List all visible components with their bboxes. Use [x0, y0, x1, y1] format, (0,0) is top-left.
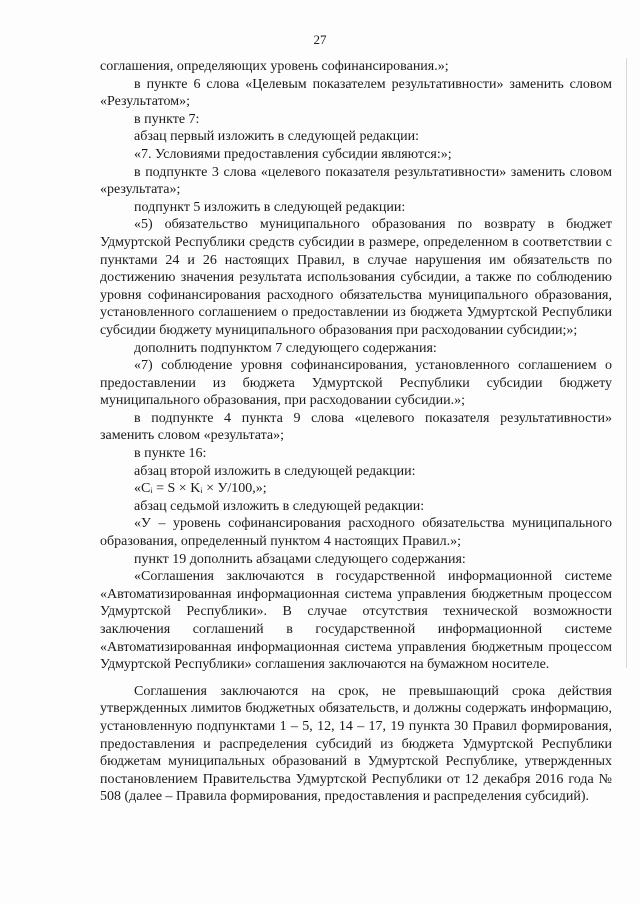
paragraph: в пункте 16: [134, 446, 207, 462]
formula: «Cᵢ = S × Kᵢ × У/100,»; [134, 481, 267, 497]
paragraph: абзац седьмой изложить в следующей редакции: [134, 498, 425, 514]
paragraph: «У – уровень софинансирования расходного обязательства муниципального образования, определенный пунктом 4 настоящих Правил.»; [100, 516, 612, 550]
paragraph: пункт 19 дополнить абзацами следующего содержания: [134, 551, 466, 567]
paragraph: «Соглашения заключаются в государственной информационной системе «Автоматизированная информационная система управления бюджетным процессом Удмуртской Республики». В случае отсутствия технической возможности заключения соглашений в государственной информационной системе «Автоматизированная информационная система управления бюджетным процессом Удмуртской Республики» соглашения заключаются на бумажном носителе. [100, 569, 612, 673]
paragraph: дополнить подпунктом 7 следующего содержания: [134, 340, 437, 356]
document-body [100, 58, 612, 806]
paragraph: абзац первый изложить в следующей редакции: [134, 129, 420, 145]
paragraph: в подпункте 4 пункта 9 слова «целевого показателя результативности» заменить словом «результата»; [100, 410, 612, 444]
paragraph: «7) соблюдение уровня софинансирования, установленного соглашением о предоставлении из бюджета Удмуртской Республики субсидии бюджету муниципального образования, при расходовании субсидии.»; [100, 358, 612, 409]
page-number: 27 [313, 32, 327, 47]
paragraph: в пункте 6 слова «Целевым показателем результативности» заменить словом «Результатом»; [100, 76, 612, 110]
paragraph: «7. Условиями предоставления субсидии являются:»; [134, 146, 452, 162]
paragraph: в пункте 7: [134, 111, 200, 127]
scan-edge-line [626, 58, 627, 668]
paragraph: соглашения, определяющих уровень софинансирования.»; [100, 59, 449, 74]
paragraph: «5) обязательство муниципального образования по возврату в бюджет Удмуртской Республики средств субсидии в размере, определенном в соответствии с пунктами 24 и 26 настоящих Правил, в случае нарушения им обязательств по достижению значения результата использования субсидии, а также по соблюдению уровня софинансирования расходного обязательства муниципального образования, установленного соглашением о предоставлении из бюджета Удмуртской Республики субсидии бюджету муниципального образования при расходовании субсидии;»; [100, 217, 612, 338]
paragraph: в подпункте 3 слова «целевого показателя результативности» заменить словом «результата»; [100, 164, 612, 198]
paragraph: абзац второй изложить в следующей редакции: [134, 463, 416, 479]
paragraph: Соглашения заключаются на срок, не превышающий срока действия утвержденных лимитов бюджетных обязательств, и должны содержать информацию, установленную подпунктами 1 – 5, 12, 14 – 17, 19 пункта 30 Правил формирования, предоставления и распределения субсидий из бюджета Удмуртской Республики бюджетам муниципальных образований в Удмуртской Республике, утвержденных постановлением Правительства Удмуртской Республики от 12 декабря 2016 года № 508 (далее – Правила формирования, предоставления и распределения субсидий). [100, 683, 612, 805]
paragraph: подпункт 5 изложить в следующей редакции: [134, 199, 406, 215]
